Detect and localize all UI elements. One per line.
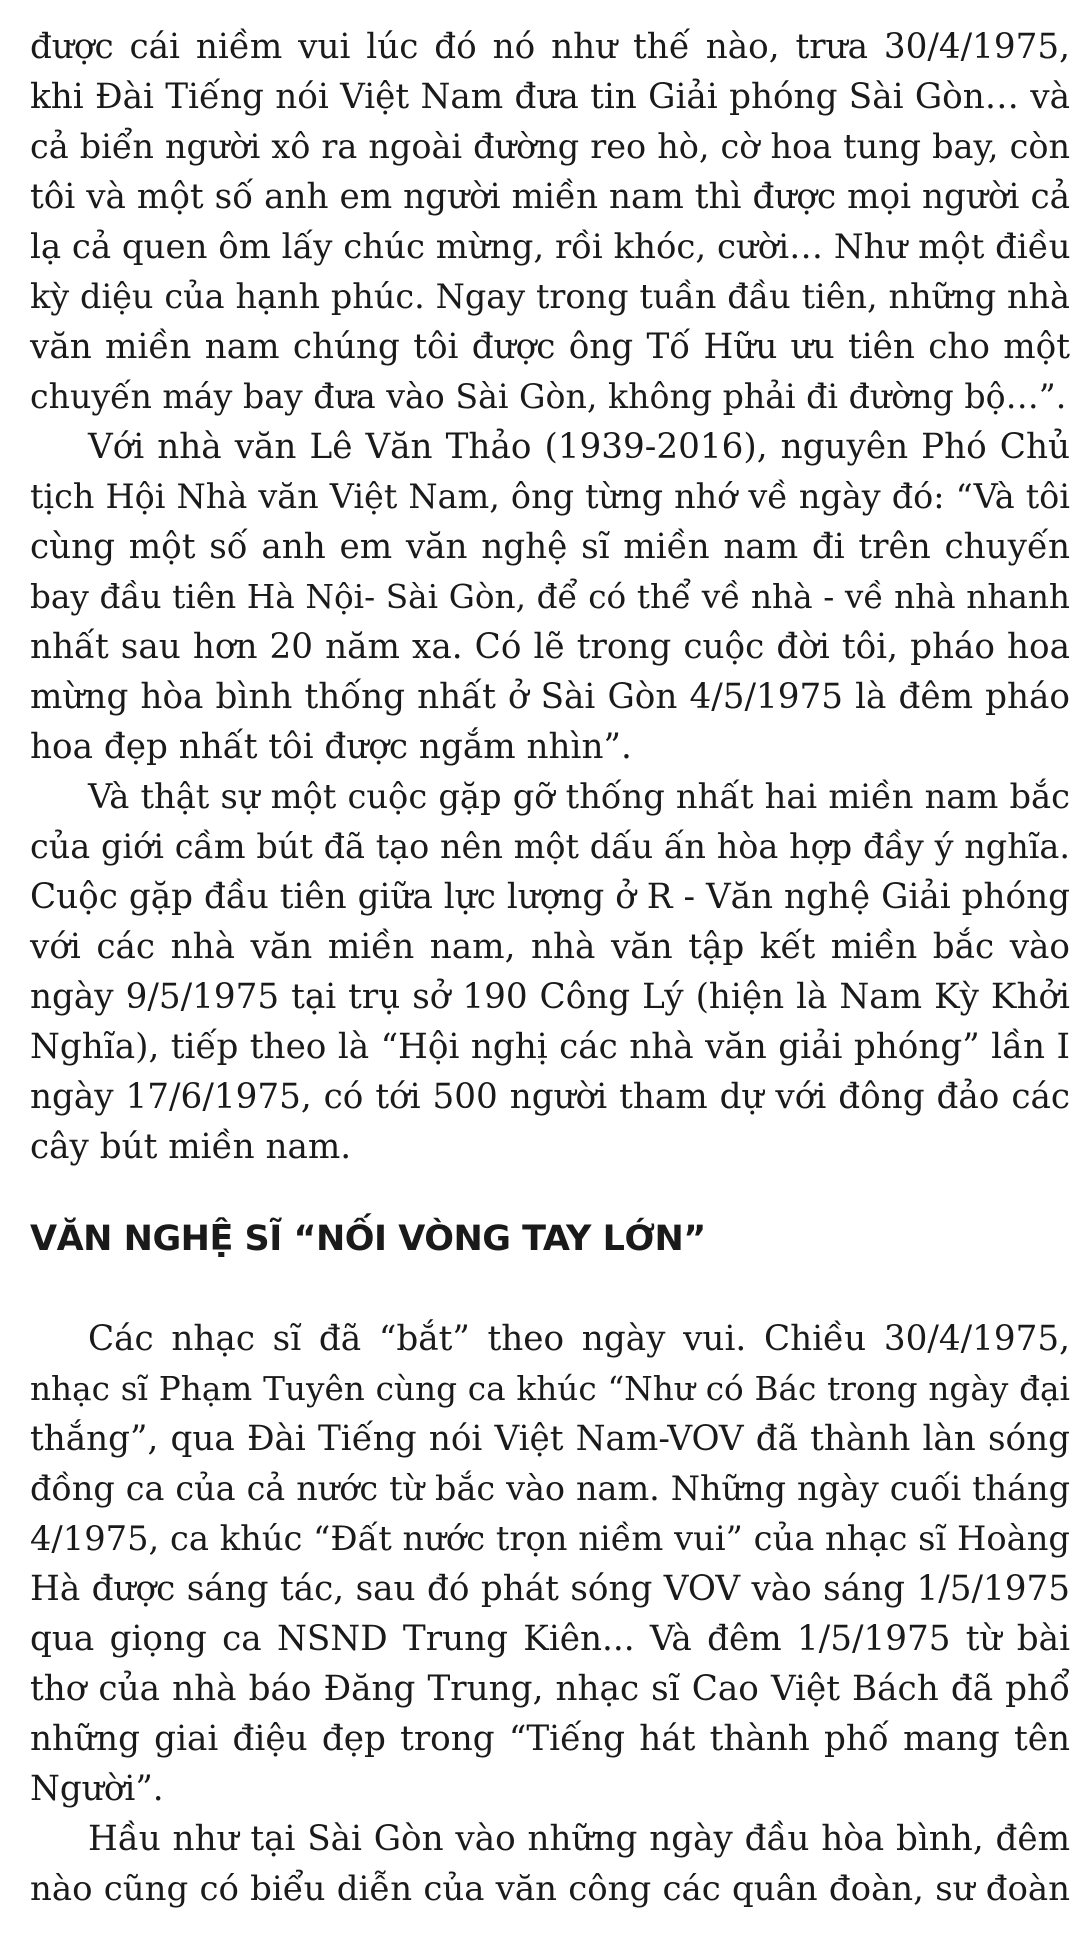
text-line: Các nhạc sĩ đã “bắt” theo ngày vui. Chiều 30/4/1975, (88, 1319, 1070, 1359)
text-line: thơ của nhà báo Đăng Trung, nhạc sĩ Cao Việt Bách đã phổ (30, 1669, 1070, 1709)
paragraph-2 (30, 422, 1070, 772)
text-line: qua giọng ca NSND Trung Kiên... Và đêm 1/5/1975 từ bài (30, 1619, 1070, 1659)
text-line: 4/1975, ca khúc “Đất nước trọn niềm vui” của nhạc sĩ Hoàng (30, 1519, 1070, 1558)
text-line: bay đầu tiên Hà Nội- Sài Gòn, để có thể về nhà - về nhà nhanh (30, 578, 1070, 616)
text-line: nhất sau hơn 20 năm xa. Có lẽ trong cuộc đời tôi, pháo hoa (30, 627, 1070, 667)
text-line: mừng hòa bình thống nhất ở Sài Gòn 4/5/1975 là đêm pháo (30, 677, 1070, 717)
text-line: Hà được sáng tác, sau đó phát sóng VOV vào sáng 1/5/1975 (30, 1569, 1070, 1609)
text-line: ngày 17/6/1975, có tới 500 người tham dự với đông đảo các (30, 1077, 1070, 1117)
section-2 (30, 1314, 1070, 1914)
text-line: nhạc sĩ Phạm Tuyên cùng ca khúc “Như có Bác trong ngày đại (30, 1370, 1070, 1408)
text-line: tịch Hội Nhà văn Việt Nam, ông từng nhớ về ngày đó: “Và tôi (30, 477, 1070, 516)
text-line: ngày 9/5/1975 tại trụ sở 190 Công Lý (hiện là Nam Kỳ Khởi (30, 977, 1070, 1017)
text-line: thắng”, qua Đài Tiếng nói Việt Nam-VOV đã thành làn sóng (30, 1419, 1070, 1459)
paragraph-4 (30, 1314, 1070, 1814)
text-line: cây bút miền nam. (30, 1127, 352, 1167)
text-line: chuyến máy bay đưa vào Sài Gòn, không phải đi đường bộ…”. (30, 377, 1067, 416)
paragraph-1 (30, 22, 1070, 422)
text-line: cùng một số anh em văn nghệ sĩ miền nam đi trên chuyến (30, 527, 1070, 567)
article-page (30, 22, 1071, 1909)
text-line: Cuộc gặp đầu tiên giữa lực lượng ở R - Văn nghệ Giải phóng (30, 877, 1070, 917)
text-line: Nghĩa), tiếp theo là “Hội nghị các nhà văn giải phóng” lần I (30, 1027, 1070, 1067)
text-line: Người”. (30, 1769, 164, 1809)
text-line: của giới cầm bút đã tạo nên một dấu ấn hòa hợp đầy ý nghĩa. (30, 827, 1070, 866)
text-line: đồng ca của cả nước từ bắc vào nam. Những ngày cuối tháng (30, 1469, 1070, 1508)
text-line: tôi và một số anh em người miền nam thì được mọi người cả (30, 177, 1070, 217)
paragraph-5 (30, 1814, 1070, 1914)
text-line: những giai điệu đẹp trong “Tiếng hát thành phố mang tên (30, 1719, 1070, 1759)
text-line: cả biển người xô ra ngoài đường reo hò, cờ hoa tung bay, còn (30, 127, 1070, 166)
text-line: được cái niềm vui lúc đó nó như thế nào, trưa 30/4/1975, (30, 27, 1070, 67)
text-line: hoa đẹp nhất tôi được ngắm nhìn”. (30, 727, 632, 767)
text-line: Hầu như tại Sài Gòn vào những ngày đầu hòa bình, đêm (88, 1819, 1070, 1859)
text-line: Và thật sự một cuộc gặp gỡ thống nhất hai miền nam bắc (88, 777, 1070, 816)
paragraph-3 (30, 772, 1070, 1172)
text-line: lạ cả quen ôm lấy chúc mừng, rồi khóc, cười… Như một điều (30, 227, 1071, 267)
text-line: với các nhà văn miền nam, nhà văn tập kết miền bắc vào (30, 927, 1070, 967)
text-line: kỳ diệu của hạnh phúc. Ngay trong tuần đầu tiên, những nhà (30, 277, 1070, 316)
text-line: Với nhà văn Lê Văn Thảo (1939-2016), nguyên Phó Chủ (88, 427, 1070, 467)
text-line: nào cũng có biểu diễn của văn công các quân đoàn, sư đoàn (30, 1869, 1070, 1909)
section-heading: VĂN NGHỆ SĨ “NỐI VÒNG TAY LỚN” (30, 1219, 706, 1259)
text-line: khi Đài Tiếng nói Việt Nam đưa tin Giải phóng Sài Gòn… và (30, 77, 1070, 117)
text-line: văn miền nam chúng tôi được ông Tố Hữu ưu tiên cho một (30, 327, 1070, 367)
